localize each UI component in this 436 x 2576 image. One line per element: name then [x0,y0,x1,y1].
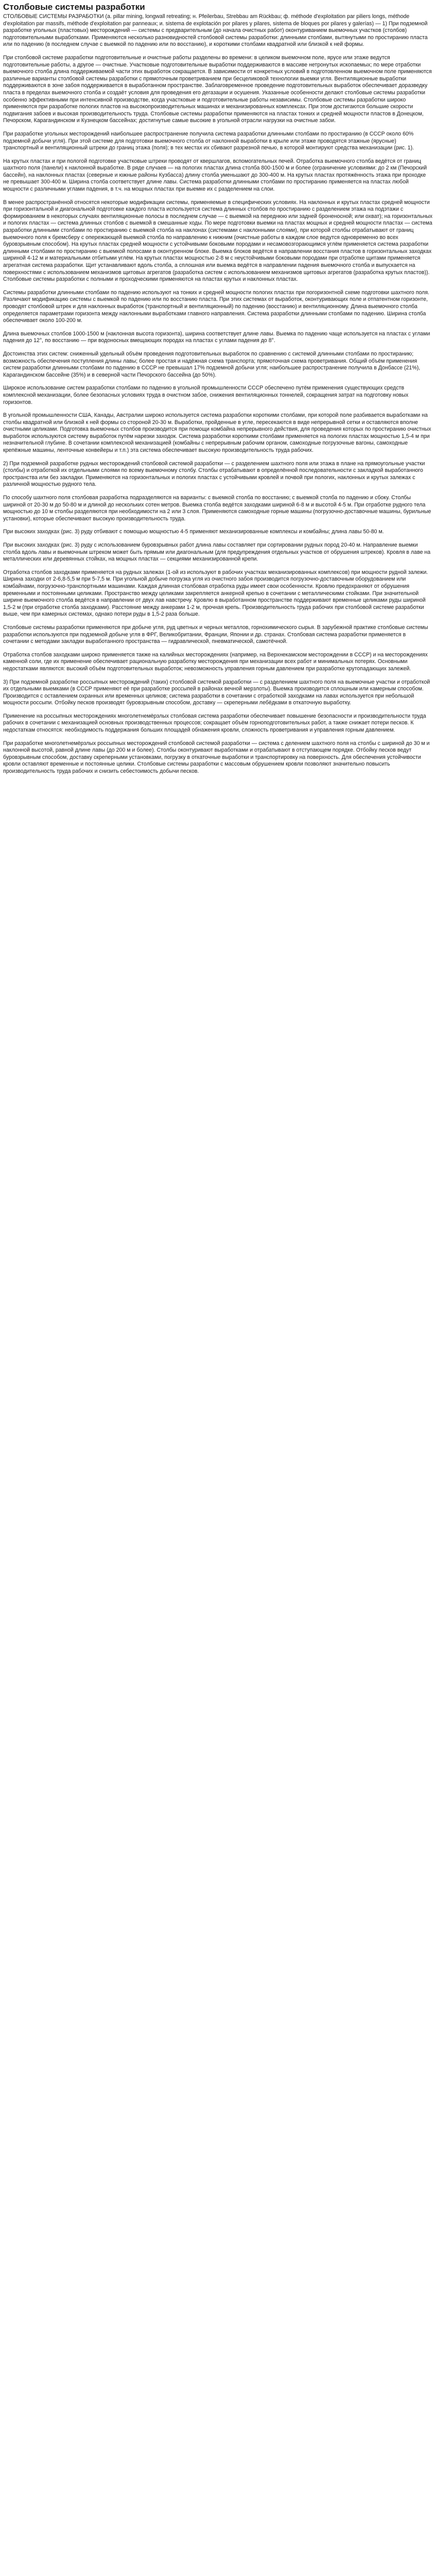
article-paragraph: Отработка столбов заходками широко применяется также на калийных месторождениях (например, на Верхнекамском месторождении в СССР) и на месторождениях каменной соли, где их применение обеспечивает рациональную разработку месторождения при механизации всех работ и минимальных потерях. Основными недостатками являются: высокий объём подготовительных выработок; невозможность управления горным давлением при разработке крутопадающих залежей. [3,651,428,672]
article-paragraph: Системы разработки длинными столбами по падению используют на тонких и средней мощности пологих пластах при погоризонтной схеме подготовки шахтного поля. Различают модификацию системы с выемкой по падению или по восстанию пласта. При этих системах от выработок, оконтуривающих поле и отпатентном горизонте, проводят столбовой штрек и для наклонных выработок (транспортный и вентиляционный) по падению (восстанию) и вентиляционному. Длина выемочного столба определяется параметрами горизонта между наклонными выработками главного направления. Система разработки длинными столбами по падению. Ширина столба обеспечивает около 100-200 м. [3,289,430,324]
article-paragraph: По способу шахтного поля столбовая разработка подразделяются на варианты: с выемкой столба по восстанию; с выемкой столба по падению и сбоку. Столбы шириной от 20-30 м до 50-80 м и длиной до нескольких сотен метров. Выемка столба ведётся заходками шириной 6-8 м и высотой 4-5 м. При отработке рудного тела мощностью до 10 м столбы разделяются при необходимости на 2 или 3 слоя. Применяются самоходные горные машины (погрузочно-доставочные машины, бурильные установки), которые обеспечивают высокую производительность труда. [3,495,431,522]
article-paragraph: Широкое использование систем разработки столбами по падению в угольной промышленности СССР обеспечено путём применения существующих средств комплексной механизации, более безопасных условиях труда в очистном забое, снижения вентиляционных тоннелей, сокращения затрат на подготовку новых горизонтов. [3,385,409,405]
article-paragraph: 2) При подземной разработке рудных месторождений столбовой системой разработки — с разделением шахтного поля или этажа в плане на прямоугольные участки (столбы) и отработкой их отдельными слоями по всему выемочному столбу. Столбы отрабатывают в определённой последовательности с закладкой выработанного пространства или без закладки. Применяются на горизонтальных и пологих пластах с устойчивыми кровлей и почвой при пологих, наклонных и крутых залежах с различной мощностью рудного тела. [3,460,425,488]
article-paragraph: На крутых пластах и при пологой подготовке участковые штреки проводят от квершлагов, вспомогательных печей. Отработка выемочного столба ведётся от границ шахтного поля (панели) к наклонной выработке. В ряде случаев — на пологих пластах длина столба 800-1500 м и более (ограничение условиями: до 2 км (Печорский бассейн), на наклонных пластах (северные и южные районы Кузбасса) длину столба уменьшают до 300-400 м. На крутых пластах протяжённость этажа при проходке не превышает 300-400 м. Ширина столба соответствует длине лавы. Система разработки длинными столбами по простиранию применяется на пластах любой мощности с различными углами падения, в т.ч. на мощных пластах при выемке их с разделением на слои. [3,158,427,193]
article-paragraph: 3) При подземной разработке россыпных месторождений (таких) столбовой системой разработки — с разделением шахтного поля на выемочные участки и отработкой их отдельными выемками (в СССР применяют её при разработке россыпей в районах вечной мерзлоты). Выемка производится сплошным или камерным способом. Производится с оставлением охранных или временных целиков; система разработки в сочетании с отработкой заходками на лавах используется при небольшой мощности россыпи. Отбойку песков производят буровзрывным способом, доставку — скреперными лебёдками в откаточную выработку. [3,679,430,706]
article-paragraph: При высоких заходках (рис. 3) руду отбивают с помощью мощностью 4-5 применяют механизированные комплексы и комбайны; длина лавы 50-80 м. [3,529,384,535]
page [0,0,436,775]
article-paragraph: Столбовые системы разработки применяются при добыче угля, руд цветных и черных металлов, горнохимического сырья. В зарубежной практике столбовые системы разработки используются при подземной добыче угля в ФРГ, Великобритании, Франции, Японии и др. странах. Столбовая система разработки применяется в сочетании с методами закладки выработанного пространства — гидравлической, пневматической, самотёчной. [3,624,428,645]
article-paragraph: Отработка столбов заходками применяется на рудных залежах (1-ой из используют в рабочих участках механизированных комплексов) при мощности рудной залежи. Ширина заходки от 2-6,8-5,5 м при 5-7,5 м. При угольной добыче погрузка угля из очистного забоя производится погрузочно-доставочным оборудованием или комбайнами, погрузочно-транспортными машинами. Каждая длинная столбовая отработка руды имеет свои особенности. Кровлю предохраняют от обрушения временными и постоянными целиками. Пространство между целиками закрепляется анкерной крепью в сочетании с металлическими стойками. При значительной ширине выемочного столба ведётся в направлении от двух лав навстречу. Кровлю в выработанном пространстве поддерживают временные целиками руды шириной 1,5-2 м (при отработке столба заходками). Расстояние между анкерами 1-2 м, прочная крепь. Производительность труда рабочих при столбовой системе разработки выше, чем при камерных системах, однако потери руды в 1,5-2 раза больше. [3,569,428,618]
article-paragraph: СТОЛБОВЫЕ СИСТЕМЫ РАЗРАБОТКИ (a. pillar mining, longwall retreating; н. Pfeilerbau, Strebbau am Rückbau; ф. méthode d'exploitation par piliers longs, méthode d'exploitation par massifs, méthode d'exploitation par panneaux; и. sistema de explotación por pilares y pilares, sistema de bloques por pilares y galerías) — 1) При подземной разработке угольных (пластовых) месторождений — системы с предварительным (до начала очистных работ) оконтуриванием выемочных участков (столбов) подготовительными выработками. Применяются несколько разновидностей столбовой системы разработки: длинными столбами, вытянутыми по простиранию пласта или по падению (в последнем случае с выемкой по падению или по восстанию), и короткими столбами квадратной или близкой к ней формы. [3,13,428,48]
article-paragraph: В менее распространённой относятся некоторые модификации системы, применяемые в специфических условиях. На наклонных и крутых пластах средней мощности при горизонтальной и диагональной подготовке каждого пласта используется система длинных столбов по простиранию с разделением этажа на подэтажи с формированием в некоторых случаях вентиляционные полосы в последнем случае — с выемкой на переднюю или задней броненосной; или охват); на горизонтальных и пологих пластах — система длинных столбов с выемкой в смешанные ходы. По мере подготовки выемки на пластах мощных и средней мощности пластах — система разработки длинными столбами по простиранию с выемкой столба на наклонах (системами с наклонными слоями), при которой столбы отрабатывают от границ выемочного поля к бремсберу с опережающей выемкой столба по направлению к нижним (очистные работы в каждом слое ведутся одновременно во всех буровзрывным способом). На крутых пластах средней мощности с устойчивыми боковыми породами и несамовозгорающимся углём применяется система разработки длинными столбами по простиранию с выемкой полосами в оконтуренном блоке. Выемка блоков ведётся в направлении восстания пластов в горизонтальных заходках шириной 4-12 м и материальными отбитыми углём. На крутых пластах мощностью 2-8 м с неустойчивыми боковыми породами при отработке щитами применяется агрегатная система разработки. Щит устанавливают вдоль столба, а сплошная или выемка ведётся в направлении падения выемочного столба и выпускается на поверхностями с использованием механизмов щитовых агрегатов (разработка систем с использованием механизмов щитовых агрегатов (разработка крутых пластов)). Столбовые системы разработки с полными и проходческими применяются на пластах крутых и наклонных пластах. [3,199,433,283]
article-paragraph: При столбовой системе разработки подготовительные и очистные работы разделены во времени: в целиком выемочном поле, ярусе или этаже ведутся подготовительные работы, а другое — очистные. Участковые подготовительные выработки поддерживаются в массиве нетронутых ископаемых; по мере отработки выемочного столба длина поддерживаемой части этих выработок сокращается. В зависимости от конкретных условий в подготовленном выемочном поле применяются различные варианты столбовой системы разработки с прямоточным проветриванием при бесцеликовой технологии выемки угля. Вентиляционные выработки поддерживаются в зоне забоя поддерживается в выработанном пространстве. Заблаговременное проведение подготовительных выработок обеспечивает доразведку пласта в пределах выемочного столба и создаёт условия для проведения его дегазации и осушения. Указанные особенности делают столбовые системы разработки особенно эффективными при интенсивной производстве, когда участковые и подготовительные работы независимы. Столбовые системы разработки широко применяются при разработке пологих пластов на высокопроизводительных машинах и механизированных комплексах. При этом достигаются большие скорости подвигания забоев и высокая производительность труда. Столбовые системы разработки применяются на пластах тонких и средней мощности пластов в Донецком, Печорском, Карагандинском и Кузнецком бассейнах; достигнутые самые высокие в угольной отрасли нагрузки на очистные забои. [3,54,432,124]
article-body [3,13,433,775]
article-paragraph: В угольной промышленности США, Канады, Австралии широко используется система разработки короткими столбами, при которой поле разбивается выработками на столбы квадратной или близкой к ней формы со стороной 20-30 м. Выработки, пройденные в угле, пересекаются в виде непрерывной сетки и оставляются вполне очистными целиками. Подготовка выемочных столбов производится при помощи комбайна непрерывного действия, для проведения которых по простиранию очистных выработок используются систему выработок путём нарезки заходок. Система разработки короткими столбами применяется на пологих пластах мощностью 1,5-4 м при незначительной глубине. В сочетании комплексной механизацией (комбайны с непрерывным рабочим органом, самоходные погрузочные вагоны, самоходные крепёжные машины, ленточные конвейеры и т.п.) эта система обеспечивает высокую производительность труда рабочих. [3,412,431,454]
article-paragraph: Длина выемочных столбов 1000-1500 м (наклонная высота горизонта), ширина соответствует длине лавы. Выемка по падению чаще используется на пластах с углами падения до 12°, по восстанию — при водоносных вмещающих породах на пластах с углами падения до 8°. [3,330,430,344]
article-paragraph: При разработке многолетнемёрзлых россыпных месторождений столбовой системой разработки — система с делением шахтного поля на столбы с шириной до 30 м и наклонной высотой, равной длине лавы (до 200 м и более). Столбы оконтуривают выработками и отрабатывают в отступающем порядке. Отбойку песков ведут буровзрывным способом, доставку скреперными установками, погрузку в откаточные выработки и транспортировку на поверхность. Для обеспечения устойчивости кровли оставляют временные и постоянные целики. Столбовые системы разработки с массовым обрушением кровли позволяют значительно повысить производительность труда рабочих и снизить себестоимость добычи песков. [3,740,430,775]
article-paragraph: При разработке угольных месторождений наибольшее распространение получила система разработки длинными столбами по простиранию (в СССР около 60% подземной добычи угля). При этой системе для подготовки выемочного столба от наклонной выработки в крыле или этаже проводятся этажные (ярусные) транспортный и вентиляционный штреки до границ этажа (поля); в тех местах их сбивают разрезной печью, в которой монтируют средства механизации (рис. 1). [3,130,414,151]
article-paragraph: При высоких заходках (рис. 3) руду с использованием буровзрывных работ длина лавы составляет при сортировании рудных пород 20-40 м. Направление выемки столба вдоль лавы и выемочным штреком может быть прямым или диагональным (для предупреждения отдельных участков от обрушения штреков). Кровля в лаве на металлических или деревянных стойках, на мощных пластах — секциями механизированной крепи. [3,542,431,563]
article-paragraph: Применение на россыпных месторождениях многолетнемёрзлых столбовая система разработки обеспечивает повышение безопасности и производительности труда рабочих в сочетании с механизацией основных производственных процессов; сокращает объём горноподготовительных работ, а также снижает потери песков. К недостаткам относятся: необходимость поддержания больших площадей обнажения кровли, сложность проветривания и управления горным давлением. [3,713,426,734]
page-title: Столбовые системы разработки [3,2,145,12]
article-paragraph: Достоинства этих систем: сниженный удельный объём проведения подготовительных выработок по сравнению с системой длинными столбами по простиранию; возможность обеспечения поступления длины лавы; более простая и надёжная схема транспорта; прямоточная схема проветривания. Общий объём применения систем разработки длинными столбами по падению в СССР не превышал 17% подземной добычи угля; наибольшее распространение получила в Донбассе (21%), Карагандинском бассейне (35%) и в северной части Печорского бассейна (до 50%). [3,350,421,378]
